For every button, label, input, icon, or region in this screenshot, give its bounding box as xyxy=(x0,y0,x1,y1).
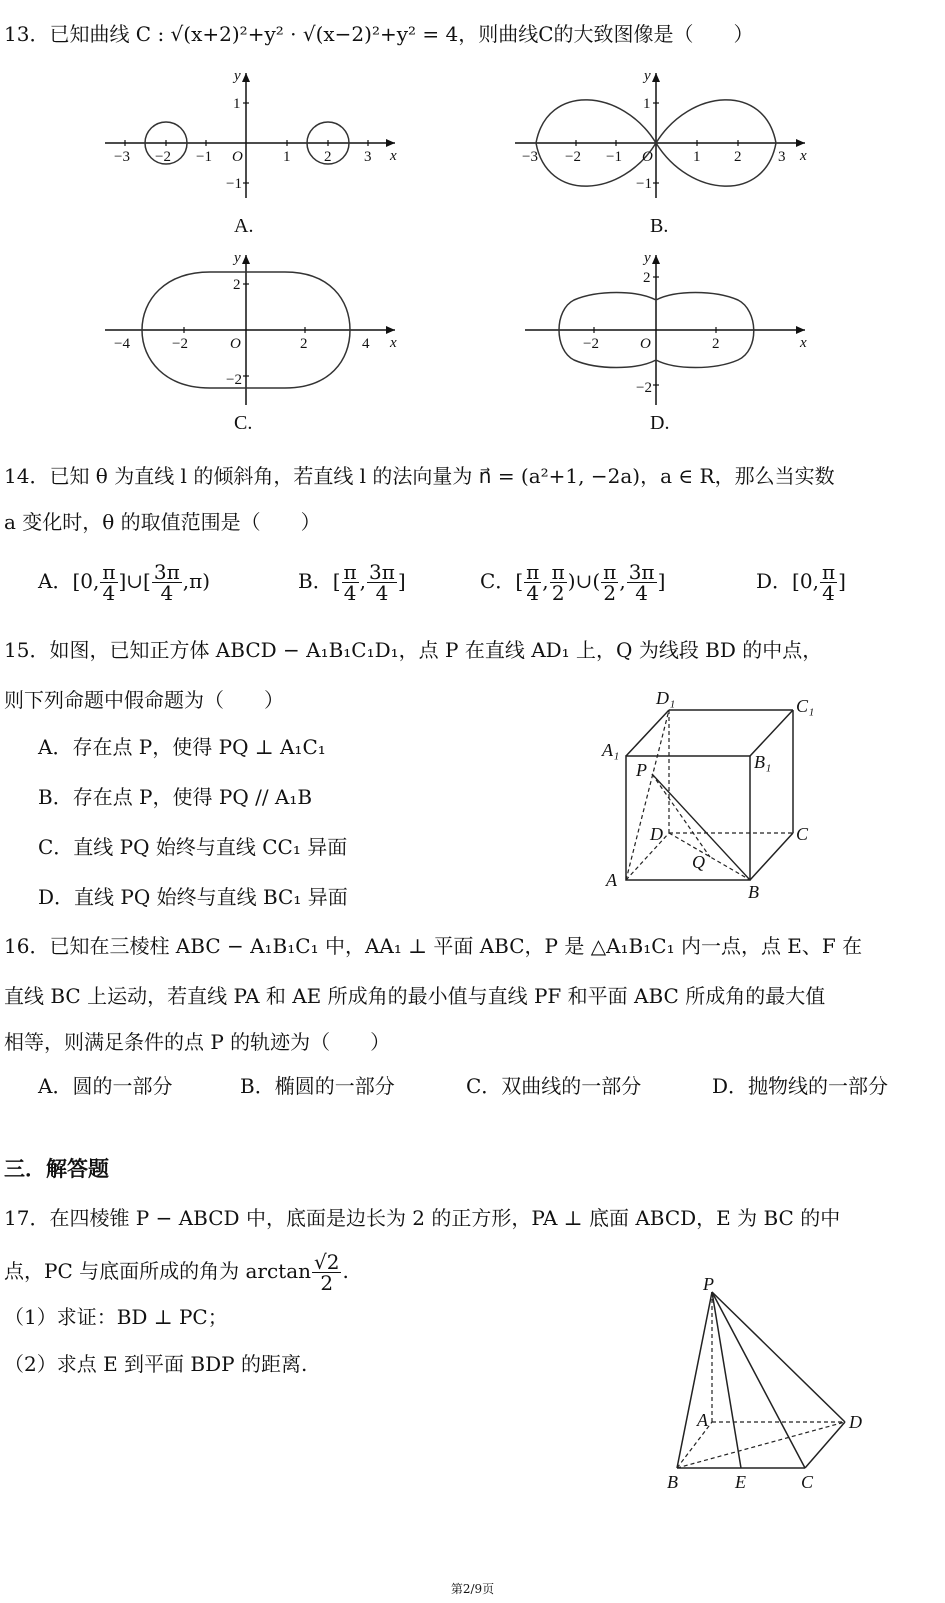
tick: −3 xyxy=(114,149,130,165)
tick: −2 xyxy=(583,336,599,352)
q16-option-b[interactable]: B．椭圆的一部分 xyxy=(240,1074,395,1098)
tick: −2 xyxy=(565,149,581,165)
tick: 1 xyxy=(233,96,241,112)
label-b1: B₁ xyxy=(754,752,772,772)
label-d1: D₁ xyxy=(656,688,676,708)
tick: −4 xyxy=(114,336,130,352)
tick: −3 xyxy=(522,149,538,165)
tick: −2 xyxy=(226,372,242,388)
label-a: A xyxy=(606,870,617,890)
q16-line3: 相等，则满足条件的点 P 的轨迹为（ ） xyxy=(4,1030,391,1054)
tick: −2 xyxy=(155,149,171,165)
q17-line1: 17．在四棱锥 P − ABCD 中，底面是边长为 2 的正方形，PA ⊥ 底面 ABCD，E 为 BC 的中 xyxy=(4,1206,841,1230)
y-axis-label: y xyxy=(644,68,651,84)
label-p: P xyxy=(636,760,647,780)
tick: 1 xyxy=(283,149,291,165)
q16-line2: 直线 BC 上运动，若直线 PA 和 AE 所成角的最小值与直线 PF 和平面 ABC 所成角的最大值 xyxy=(4,984,826,1008)
q14-line2: a 变化时，θ 的取值范围是（ ） xyxy=(4,510,321,534)
q13-stem: 13．已知曲线 C : √(x+2)²+y² · √(x−2)²+y² = 4，则曲线C的大致图像是（ ） xyxy=(4,22,754,46)
q16-option-a[interactable]: A．圆的一部分 xyxy=(38,1074,173,1098)
q16-option-d[interactable]: D．抛物线的一部分 xyxy=(712,1074,889,1098)
q14-option-b[interactable]: B．[ $\frac{\pi}{4}$ , $\frac{3\pi}{4}$ ] xyxy=(298,560,406,605)
q17-sub2: （2）求点 E 到平面 BDP 的距离. xyxy=(4,1352,308,1376)
tick: 2 xyxy=(643,270,651,286)
q13-graph-a xyxy=(100,68,400,228)
y-axis-label: y xyxy=(234,250,241,266)
tick: 3 xyxy=(364,149,372,165)
q15-line1: 15．如图，已知正方体 ABCD − A₁B₁C₁D₁，点 P 在直线 AD₁ 上，Q 为线段 BD 的中点， xyxy=(4,638,823,662)
tick: 2 xyxy=(233,277,241,293)
label-b: B xyxy=(748,882,759,902)
tick: 2 xyxy=(712,336,720,352)
q17-sub1: （1）求证：BD ⊥ PC； xyxy=(4,1305,228,1329)
origin-label: O xyxy=(640,336,651,352)
q14-option-c[interactable]: C．[ $\frac{\pi}{4}$ , $\frac{\pi}{2}$ )∪( $\frac{\pi}{2}$ , $\frac{3\pi}{4}$ ] xyxy=(480,560,666,605)
q15-option-a[interactable]: A．存在点 P，使得 PQ ⊥ A₁C₁ xyxy=(38,735,326,759)
q14-option-d[interactable]: D．[0, $\frac{\pi}{4}$ ] xyxy=(756,560,846,605)
label-e: E xyxy=(735,1472,746,1492)
q14-option-a[interactable]: A．[0, $\frac{\pi}{4}$ ]∪[ $\frac{3\pi}{4}$ ,π) xyxy=(38,560,211,605)
label-d: D xyxy=(650,824,663,844)
tick: −1 xyxy=(196,149,212,165)
page-number: 第2/9页 xyxy=(450,1582,495,1596)
q15-option-d[interactable]: D．直线 PQ 始终与直线 BC₁ 异面 xyxy=(38,885,348,909)
q15-option-c[interactable]: C．直线 PQ 始终与直线 CC₁ 异面 xyxy=(38,835,348,859)
q13-graph-d xyxy=(510,250,810,410)
q15-line2: 则下列命题中假命题为（ ） xyxy=(4,688,284,712)
label-c: C xyxy=(801,1472,814,1492)
origin-label: O xyxy=(232,149,243,165)
label-p: P xyxy=(703,1274,714,1294)
q13-graph-c xyxy=(100,250,400,410)
q13-option-c[interactable]: C. xyxy=(234,412,253,434)
tick: 2 xyxy=(324,149,332,165)
tick: 1 xyxy=(693,149,701,165)
q17-pyramid-figure xyxy=(655,1274,875,1510)
tick: −1 xyxy=(636,176,652,192)
q15-cube-figure xyxy=(600,688,840,902)
origin-label: O xyxy=(642,149,653,165)
tick: 1 xyxy=(643,96,651,112)
tick: −2 xyxy=(172,336,188,352)
q16-option-c[interactable]: C．双曲线的一部分 xyxy=(466,1074,642,1098)
label-c: C xyxy=(796,824,809,844)
label-q: Q xyxy=(692,852,705,872)
origin-label: O xyxy=(230,336,241,352)
q15-option-b[interactable]: B．存在点 P，使得 PQ // A₁B xyxy=(38,785,313,809)
label-c1: C₁ xyxy=(796,696,815,716)
tick: 2 xyxy=(734,149,742,165)
x-axis-label: x xyxy=(800,335,807,351)
label-b: B xyxy=(667,1472,678,1492)
tick: −1 xyxy=(606,149,622,165)
x-axis-label: x xyxy=(800,148,807,164)
x-axis-label: x xyxy=(390,335,397,351)
q13-graph-b xyxy=(510,68,810,228)
x-axis-label: x xyxy=(390,148,397,164)
section-heading: 三．解答题 xyxy=(4,1156,109,1181)
tick: 2 xyxy=(300,336,308,352)
y-axis-label: y xyxy=(644,250,651,266)
tick: −2 xyxy=(636,380,652,396)
y-axis-label: y xyxy=(234,68,241,84)
q13-option-b[interactable]: B. xyxy=(650,215,669,237)
tick: −1 xyxy=(226,176,242,192)
q14-line1: 14．已知 θ 为直线 l 的倾斜角，若直线 l 的法向量为 n⃗ = (a²+1, −2a)，a ∈ R，那么当实数 xyxy=(4,464,835,488)
label-d: D xyxy=(849,1412,862,1432)
q16-line1: 16．已知在三棱柱 ABC − A₁B₁C₁ 中，AA₁ ⊥ 平面 ABC，P 是 △A₁B₁C₁ 内一点，点 E、F 在 xyxy=(4,934,863,958)
q17-line2: 点，PC 与底面所成的角为 arctan $\frac{√2}{2}$ . xyxy=(4,1250,349,1295)
tick: 4 xyxy=(362,336,370,352)
q13-option-d[interactable]: D. xyxy=(650,412,670,434)
q13-option-a[interactable]: A. xyxy=(234,215,254,237)
label-a1: A₁ xyxy=(602,740,620,760)
tick: 3 xyxy=(778,149,786,165)
label-a: A xyxy=(697,1410,708,1430)
